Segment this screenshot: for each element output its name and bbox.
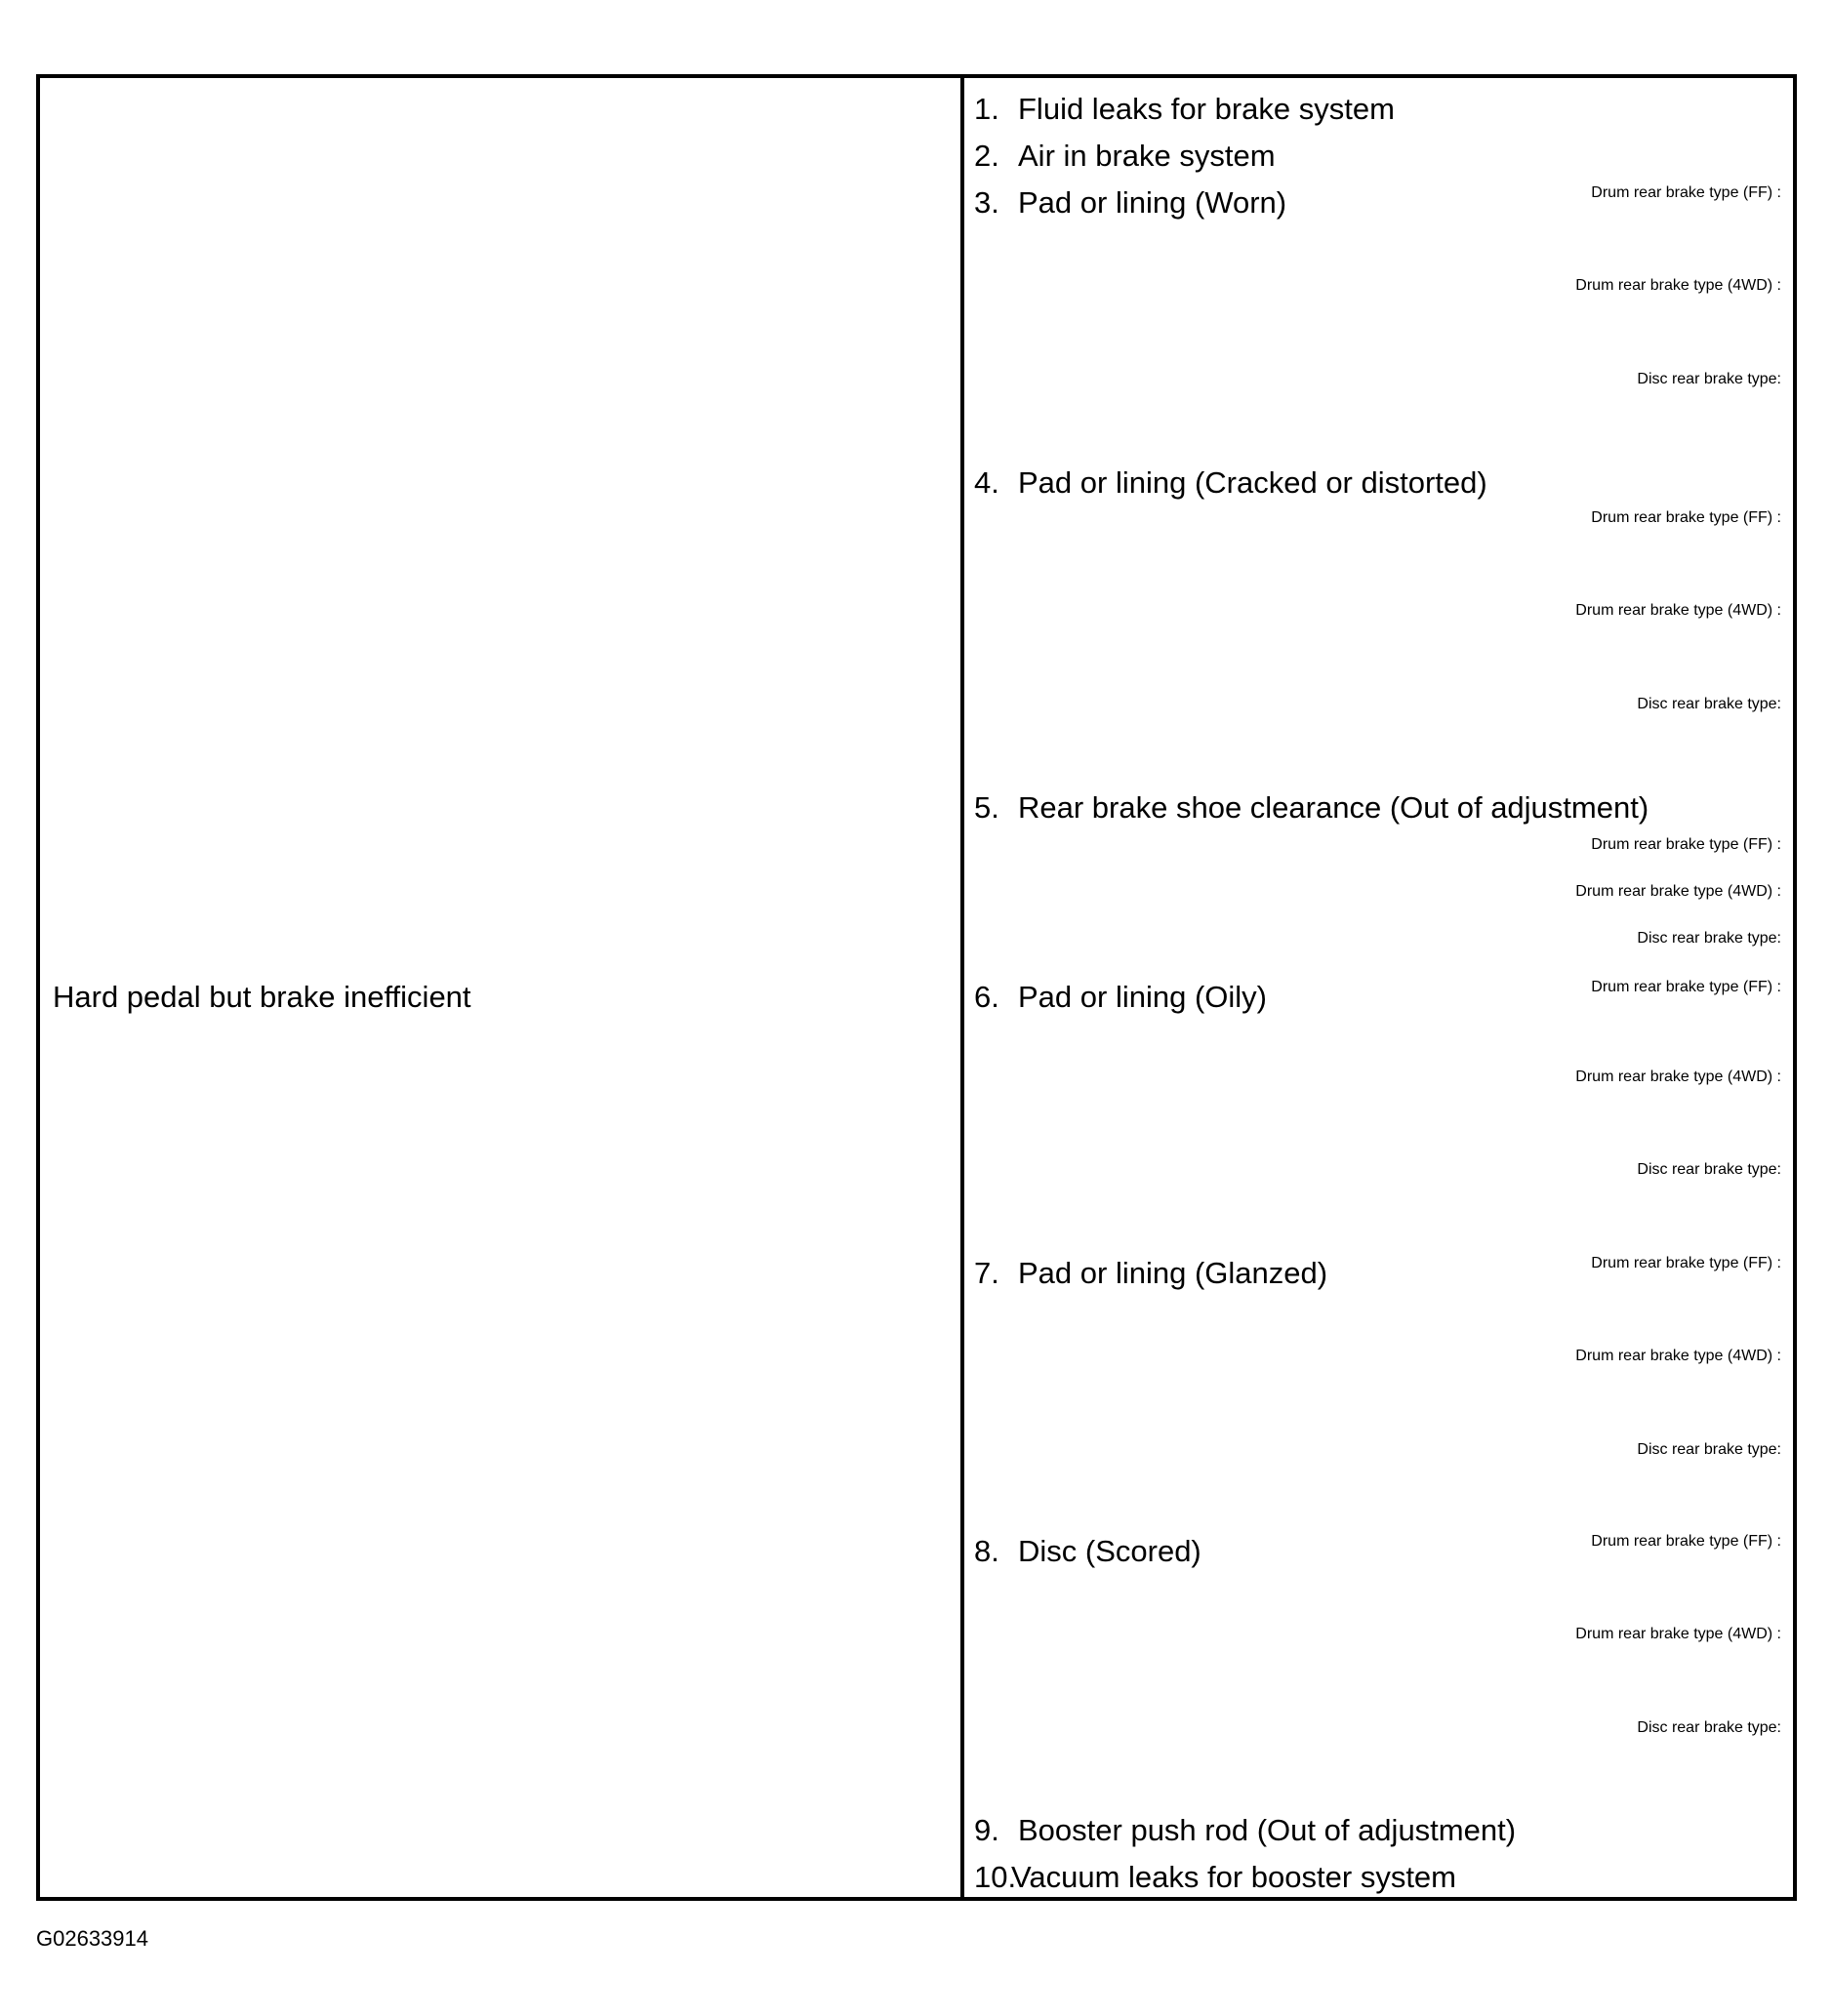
sub-type-drum-4wd: Drum rear brake type (4WD) : [1575, 883, 1781, 900]
sub-type-drum-4wd: Drum rear brake type (4WD) : [1575, 1348, 1781, 1364]
sub-type-disc: Disc rear brake type: [1637, 371, 1781, 387]
cause-number: 2. [974, 139, 999, 173]
sub-type-drum-ff: Drum rear brake type (FF) : [1591, 509, 1781, 526]
cause-number: 7. [974, 1256, 999, 1290]
sub-type-drum-4wd: Drum rear brake type (4WD) : [1575, 602, 1781, 619]
sub-type-drum-ff: Drum rear brake type (FF) : [1591, 979, 1781, 995]
sub-type-disc: Disc rear brake type: [1637, 1161, 1781, 1178]
cause-text: Pad or lining (Glanzed) [1018, 1256, 1328, 1290]
cause-text: Air in brake system [1018, 139, 1276, 173]
sub-type-drum-ff: Drum rear brake type (FF) : [1591, 1255, 1781, 1271]
symptom-cell: Hard pedal but brake inefficient [53, 980, 471, 1014]
cause-number: 3. [974, 185, 999, 220]
cause-number: 10. [974, 1860, 1017, 1894]
cause-number: 5. [974, 790, 999, 825]
cause-number: 6. [974, 980, 999, 1014]
sub-type-drum-ff: Drum rear brake type (FF) : [1591, 836, 1781, 853]
sub-type-drum-4wd: Drum rear brake type (4WD) : [1575, 1068, 1781, 1085]
cause-text: Rear brake shoe clearance (Out of adjustment) [1018, 790, 1649, 825]
cause-text: Pad or lining (Cracked or distorted) [1018, 465, 1487, 500]
cause-number: 4. [974, 465, 999, 500]
cause-number: 1. [974, 92, 999, 126]
figure-id: G02633914 [36, 1926, 148, 1951]
cause-number: 8. [974, 1534, 999, 1568]
column-divider [960, 74, 964, 1901]
sub-type-drum-4wd: Drum rear brake type (4WD) : [1575, 1626, 1781, 1642]
sub-type-disc: Disc rear brake type: [1637, 1441, 1781, 1458]
cause-text: Fluid leaks for brake system [1018, 92, 1395, 126]
sub-type-disc: Disc rear brake type: [1637, 930, 1781, 947]
sub-type-drum-ff: Drum rear brake type (FF) : [1591, 184, 1781, 201]
sub-type-disc: Disc rear brake type: [1637, 1719, 1781, 1736]
cause-text: Disc (Scored) [1018, 1534, 1201, 1568]
cause-text: Vacuum leaks for booster system [1011, 1860, 1456, 1894]
sub-type-drum-4wd: Drum rear brake type (4WD) : [1575, 277, 1781, 294]
cause-text: Pad or lining (Worn) [1018, 185, 1287, 220]
cause-text: Booster push rod (Out of adjustment) [1018, 1813, 1517, 1847]
cause-text: Pad or lining (Oily) [1018, 980, 1267, 1014]
sub-type-disc: Disc rear brake type: [1637, 696, 1781, 712]
sub-type-drum-ff: Drum rear brake type (FF) : [1591, 1533, 1781, 1550]
cause-number: 9. [974, 1813, 999, 1847]
